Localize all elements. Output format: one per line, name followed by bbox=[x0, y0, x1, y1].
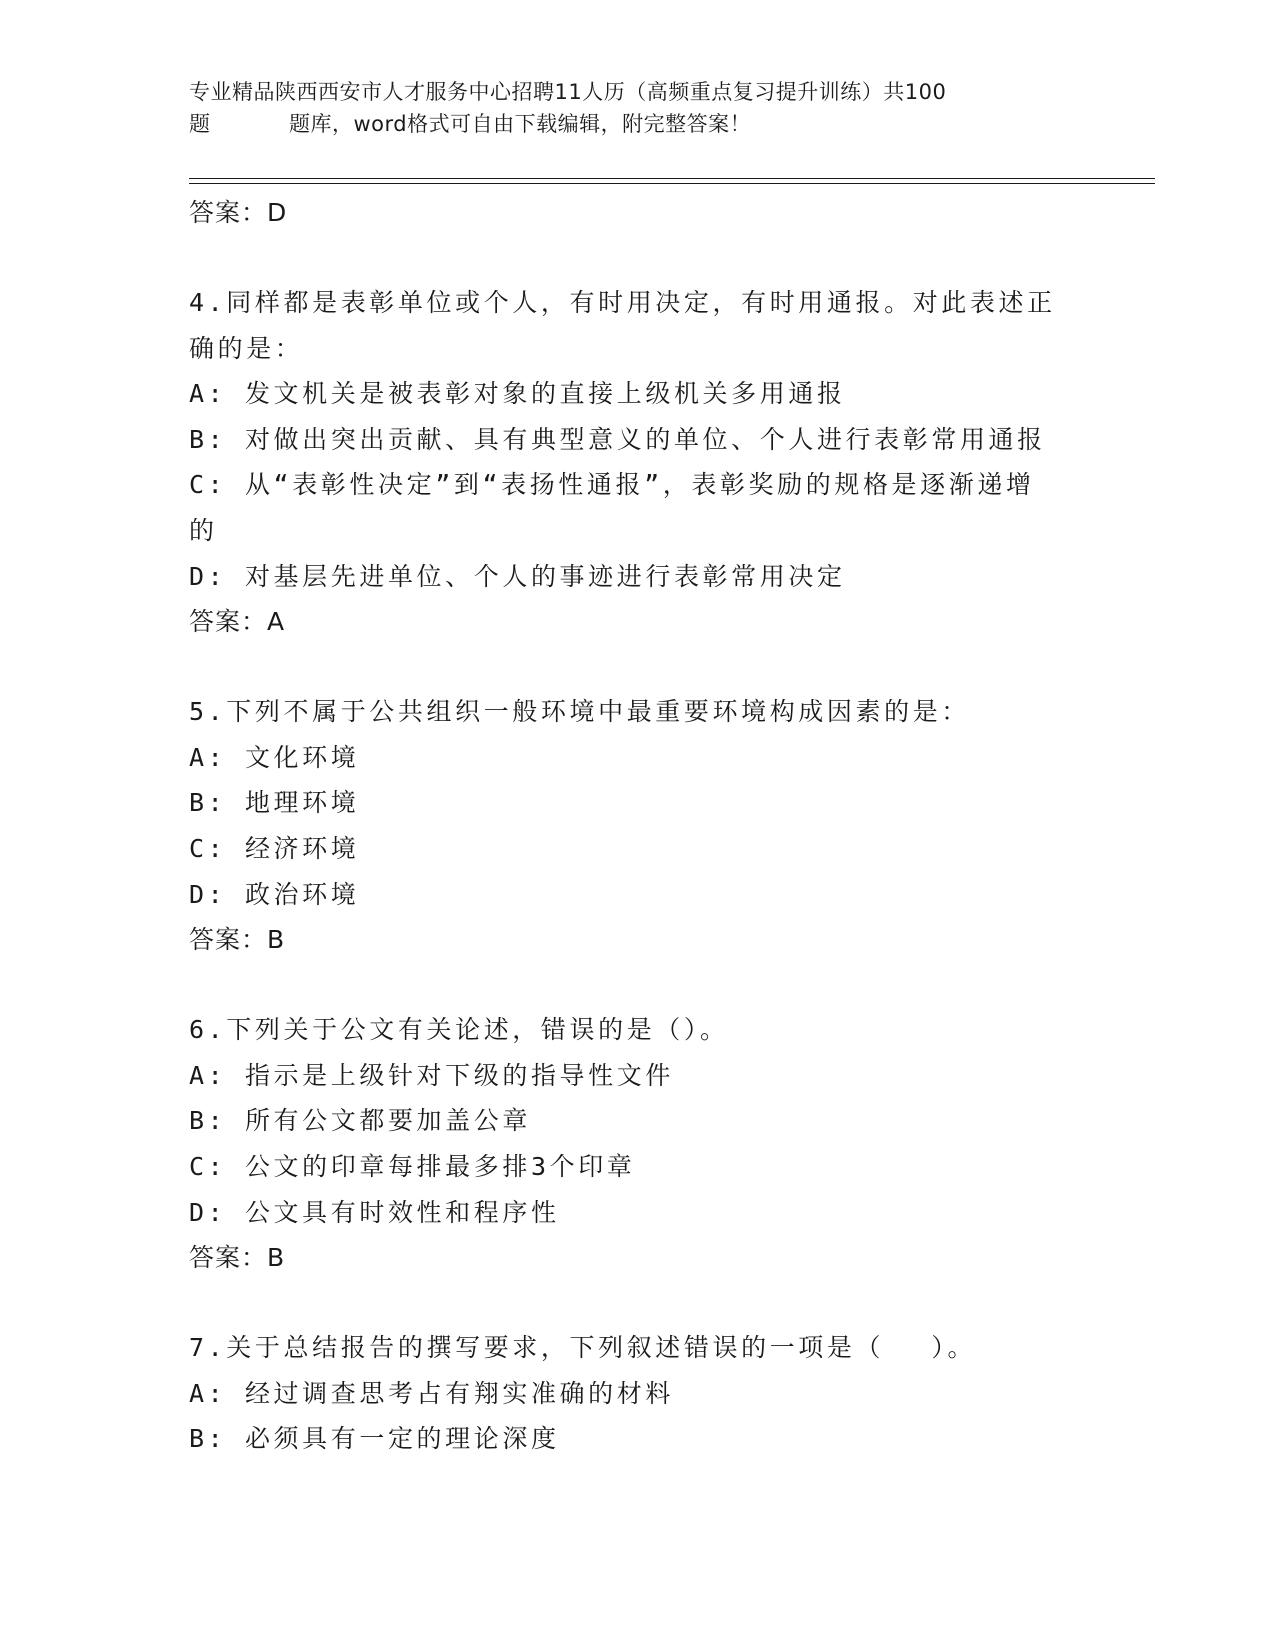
option-a: A: 经过调查思考占有翔实准确的材料 bbox=[189, 1378, 674, 1408]
option-a: A: 指示是上级针对下级的指导性文件 bbox=[189, 1060, 674, 1090]
option-b: B: 所有公文都要加盖公章 bbox=[189, 1106, 531, 1136]
page-header bbox=[189, 76, 1089, 140]
question-text: 5.下列不属于公共组织一般环境中最重要环境构成因素的是： bbox=[189, 697, 970, 727]
document-body bbox=[189, 190, 1089, 1462]
block-gap bbox=[189, 645, 1089, 689]
question-text-continued: 确的是： bbox=[189, 333, 304, 363]
question-block-6 bbox=[189, 1007, 1089, 1281]
header-title-line1: 专业精品陕西西安市人才服务中心招聘11人历（高频重点复习提升训练）共100 bbox=[189, 80, 947, 104]
option-a: A: 发文机关是被表彰对象的直接上级机关多用通报 bbox=[189, 379, 846, 409]
option-d: D: 政治环境 bbox=[189, 879, 360, 909]
header-divider-top bbox=[189, 178, 1155, 179]
block-gap bbox=[189, 1281, 1089, 1325]
answer-line: 答案：D bbox=[189, 198, 288, 227]
option-d: D: 对基层先进单位、个人的事迹进行表彰常用决定 bbox=[189, 561, 846, 591]
option-c: C: 公文的印章每排最多排3个印章 bbox=[189, 1151, 636, 1181]
option-b: B: 地理环境 bbox=[189, 788, 360, 818]
question-text: 7.关于总结报告的撰写要求，下列叙述错误的一项是（ ）。 bbox=[189, 1333, 977, 1363]
header-title-line2-part1: 题 bbox=[189, 112, 211, 136]
answer-line: 答案：B bbox=[189, 925, 286, 955]
option-b: B: 必须具有一定的理论深度 bbox=[189, 1424, 560, 1454]
option-c-continued: 的 bbox=[189, 515, 218, 545]
option-d: D: 公文具有时效性和程序性 bbox=[189, 1197, 560, 1227]
question-text: 4.同样都是表彰单位或个人，有时用决定，有时用通报。对此表述正 bbox=[189, 288, 1056, 317]
option-b: B: 对做出突出贡献、具有典型意义的单位、个人进行表彰常用通报 bbox=[189, 424, 1046, 454]
block-gap bbox=[189, 236, 1089, 280]
block-gap bbox=[189, 963, 1089, 1007]
option-c: C: 从“表彰性决定”到“表扬性通报”，表彰奖励的规格是逐渐递增 bbox=[189, 470, 1035, 500]
answer-line: 答案：A bbox=[189, 607, 286, 637]
option-c: C: 经济环境 bbox=[189, 833, 360, 863]
header-divider-bottom bbox=[189, 183, 1155, 184]
option-a: A: 文化环境 bbox=[189, 742, 360, 772]
header-title-line2-part2: 题库，word格式可自由下载编辑，附完整答案！ bbox=[289, 112, 752, 136]
question-text: 6.下列关于公文有关论述，错误的是（）。 bbox=[189, 1015, 729, 1045]
answer-line: 答案：B bbox=[189, 1243, 286, 1273]
question-block-5 bbox=[189, 689, 1089, 963]
question-block-4 bbox=[189, 280, 1089, 645]
header-title-line2 bbox=[189, 108, 1089, 140]
question-block-7 bbox=[189, 1325, 1089, 1462]
